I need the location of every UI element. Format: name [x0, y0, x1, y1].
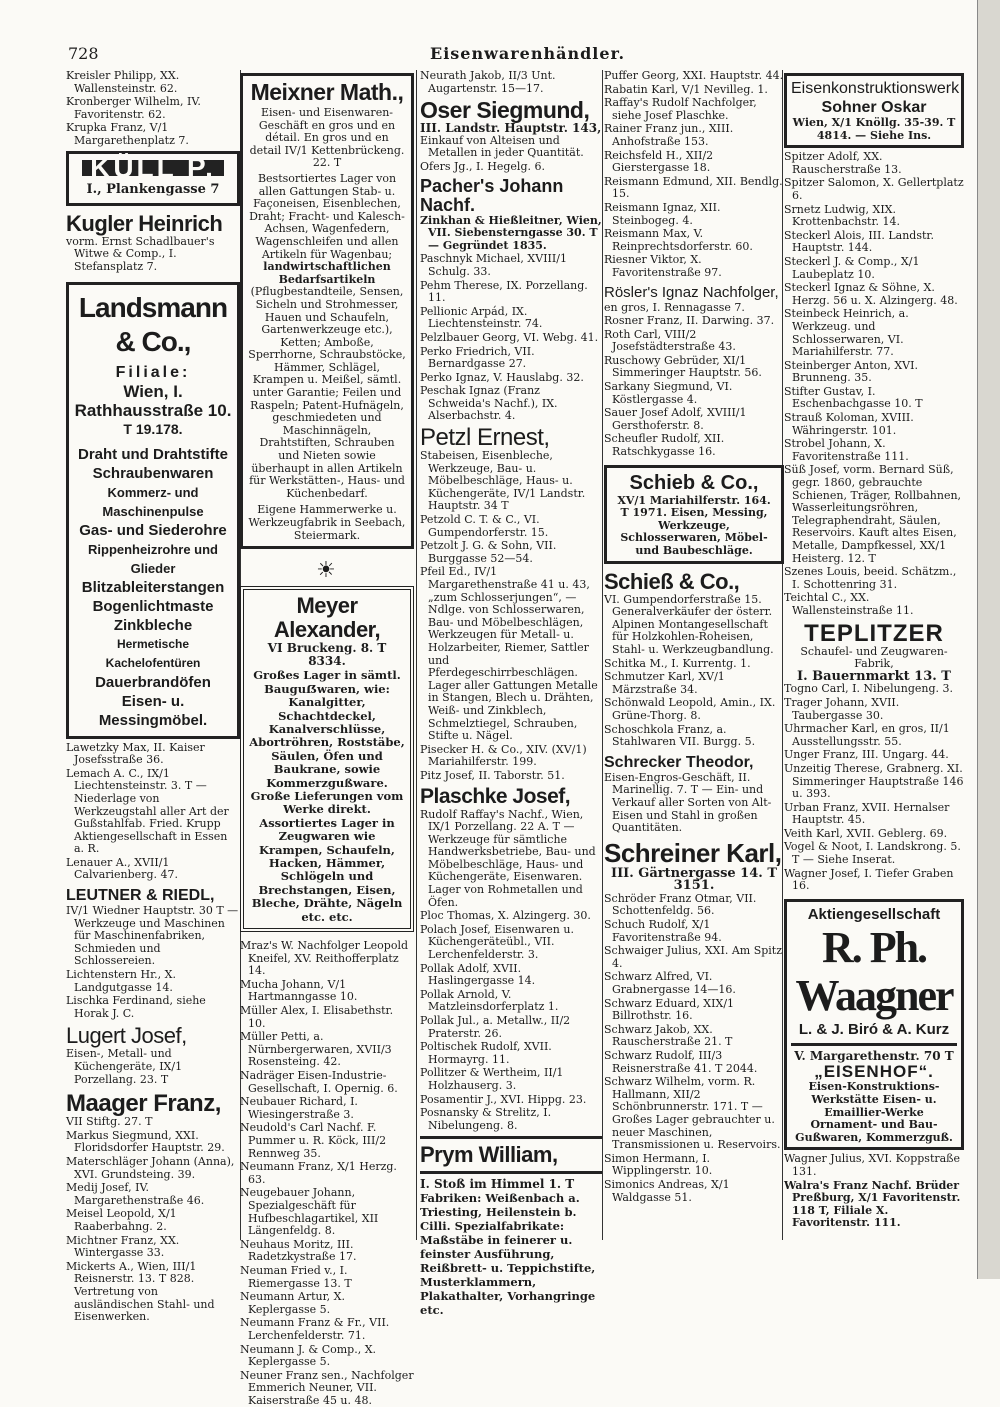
entry: Urban Franz, XVII. Hernalser Hauptstr. 45.: [784, 800, 950, 827]
column-3: [420, 69, 602, 1317]
entry: Pollitzer & Wertheim, II/1 Holzhauserg. 3.: [420, 1066, 564, 1092]
ad-waagner: [784, 899, 964, 1151]
entry: Nadräger Eisen-Industrie-Gesellschaft, I. Opernig. 6.: [240, 1069, 398, 1095]
entry: Pisecker H. & Co., XIV. (XV/1) Mariahilferstr. 199.: [420, 742, 587, 769]
entry: Neuman Fried v., I. Riemergasse 13. T: [240, 1263, 352, 1290]
column-rule: [602, 70, 603, 1240]
ad-schrecker-text: Eisen-Engros-Geschäft, II. Marinellig. 7. T — Ein- und Verkauf aller Sorten von Alt-Eisen und Stahl in großen Quantitäten.: [604, 770, 772, 835]
ad-oser-text: Einkauf von Alteisen und Metallen in jeder Quantität.: [420, 133, 584, 160]
entry: Schröder Franz Otmar, VII. Schottenfeldg. 56.: [604, 891, 757, 918]
entry: Schuch Rudolf, X/1 Favoritenstraße 94.: [604, 918, 722, 944]
ad-landsmann-line: Kommerz- und Maschinenpulse: [102, 484, 204, 519]
entry: Uhrmacher Karl, en gros, II/1 Ausstellungsstr. 55.: [784, 722, 950, 748]
ad-meixner-text: Bestsortiertes Lager von allen Gattungen Stab- u. Façoneisen, Eisenblechen,: [253, 171, 401, 211]
page-number: 728: [68, 44, 99, 63]
ad-waagner-name: R. Ph. Waagner: [795, 922, 953, 1020]
ad-waagner-heading: Aktiengesellschaft: [807, 905, 941, 923]
entry: Spitzer Salomon, X. Gellertplatz 6.: [784, 176, 964, 202]
ad-schieb: [604, 465, 784, 564]
ad-schieb-text: XV/1 Mariahilferstr. 164. T 1971. Eisen, Messing, Werkzeuge, Schlosserwaren, Möbel- und Baubeschläge.: [617, 493, 771, 557]
entry: Stifter Gustav, I. Eschenbachgasse 10. T: [784, 384, 923, 411]
ad-leutner-text: IV/1 Wiedner Hauptstr. 30 T — Werkzeuge und Maschinen für Maschinenfabriken, Schmieden und Schlossereien.: [66, 904, 239, 968]
entry: Ploc Thomas, X. Alzingerg. 30.: [420, 909, 591, 923]
entry: Neudold's Carl Nachf. F. Pummer u. R. Köck, III/2 Rennweg 35.: [240, 1121, 387, 1160]
ad-meixner-text: Draht; Fracht- und Kalesch-Achsen, Wagenfedern, Wagenschleifen und allen Artikeln für Wagenbau;: [249, 209, 405, 261]
entry: Simon Hermann, I. Wipplingerstr. 10.: [604, 1151, 713, 1178]
ad-landsmann-line: Bogenlichtmaste: [92, 597, 214, 615]
ad-landsmann-filiale: Filiale:: [115, 363, 191, 381]
page-title: Eisenwarenhändler.: [430, 44, 626, 63]
entry: Neumann Franz & Fr., VII. Lerchenfelderstr. 71.: [240, 1316, 390, 1342]
ad-roesler-name: Rösler's Ignaz Nachfolger,: [604, 283, 779, 301]
entry: Krupka Franz, V/1 Margarethenplatz 7.: [66, 121, 189, 147]
entry: Togno Carl, I. Nibelungeng. 3.: [784, 682, 953, 696]
entry: Puffer Georg, XXI. Hauptstr. 44.: [604, 69, 784, 82]
entry: Schwarz Wilhelm, vorm. R. Hallmann, XII/2 Schönbrunnerstr. 171. T — Großes Lager gebrauchter u. neuer Maschinen, Transmissionen u. Reservoirs.: [604, 1075, 781, 1152]
entry: Schoschkola Franz, a. Stahlwaren VII. Burgg. 5.: [604, 722, 756, 749]
entry: Schmutzer Karl, XV/1 Märzstraße 34.: [604, 670, 725, 696]
ad-teplitzer-text: Schaufel- und Zeugwaren-Fabrik,: [800, 644, 948, 671]
entry: Neumann J. & Comp., X. Keplergasse 5.: [240, 1342, 377, 1369]
entry: Riesner Viktor, X. Favoritenstraße 97.: [604, 253, 722, 279]
entry: Michtner Franz, XX. Wintergasse 33.: [66, 1233, 180, 1260]
ad-sohner: [784, 73, 964, 148]
entry: Steinbeck Heinrich, a. Werkzeug. und Schlosserwaren, VI. Mariahilferstr. 77.: [784, 307, 909, 359]
ad-plaschke-text: Rudolf Raffay's Nachf., Wien, IX/1 Porzellang. 22 A. T — Werkzeuge für sämtliche Handwerksbetriebe, Bau- und Möbelbeschläge, Haus- und Küchengeräte, Eisenwaren. Lager von Rohmetallen und Öfen.: [420, 807, 596, 909]
entry: Schwarz Alfred, VI. Grabnergasse 14—16.: [604, 970, 736, 997]
entry: Steinberger Anton, XVI. Brunneng. 35.: [784, 358, 918, 385]
page-edge: [977, 0, 1000, 1279]
entry: Mraz's W. Nachfolger Leopold Kneifel, XV. Reithofferplatz 14.: [240, 939, 409, 978]
ad-schieb-name: Schieb & Co.,: [629, 471, 759, 494]
ad-schreiner-address: III. Gärtnergasse 14. T 3151.: [610, 865, 777, 894]
column-2: [240, 70, 414, 1407]
entry: Perko Ignaz, V. Hauslabg. 32.: [420, 370, 584, 384]
entry: Wagner Josef, I. Tiefer Graben 16.: [784, 866, 954, 893]
ad-sohner-heading: Eisenkonstruktionswerk: [791, 80, 960, 97]
entry: Rainer Franz jun., XIII. Anhofstraße 153.: [604, 122, 734, 148]
entry: Lischka Ferdinand, siehe Horak J. C.: [66, 994, 206, 1020]
entry: Scheufler Rudolf, XII. Ratschkygasse 16.: [604, 432, 725, 459]
entry: Ofers Jg., I. Hegelg. 6.: [420, 159, 545, 173]
ad-prym-text: Fabriken: Weißenbach a. Triesting, Heilenstein b. Cilli. Spezialfabrikate: Maßstäbe in feinerer u. feinster Ausführung, Reißbrett- u. Teppichstifte, Musterklammern, Plakathalter, Vorhangringe etc.: [420, 1190, 596, 1317]
entry: Petzolt J. G. & Sohn, VII. Burggasse 52—54.: [420, 539, 557, 565]
entry: Poltischek Rudolf, XVII. Hormayrg. 11.: [420, 1040, 552, 1066]
entry: Schwarz Rudolf, III/3 Reisnerstraße 41. T 2044.: [604, 1049, 758, 1075]
entry: Posnansky & Strelitz, I. Nibelungeng. 8.: [420, 1106, 552, 1132]
ad-kugler-text: vorm. Ernst Schadlbauer's Witwe & Comp., I. Stefansplatz 7.: [66, 234, 215, 273]
ad-kugler-name: Kugler Heinrich: [66, 210, 223, 236]
entry: Süß Josef, vorm. Bernard Süß, gegr. 1860, gebrauchte Schienen, Träger, Rollbahnen, Wasserleitungsröhren, Telegraphendraht, Säulen, Reservoirs. Kauft altes Eisen, Metalle, Dampfkessel, XX/1 Heisterg. 12. T: [784, 463, 962, 565]
ad-landsmann-line: Draht und Drahtstifte: [78, 445, 228, 463]
ad-waagner-partners: L. & J. Biró & A. Kurz: [798, 1020, 950, 1038]
entry: Reismann Ignaz, XII. Steinbogeg. 4.: [604, 200, 721, 227]
entry: Neuner Franz sen., Nachfolger Emmerich Neuner, VII. Kaiserstraße 45 u. 48.: [240, 1368, 414, 1407]
entry: Trager Johann, XVII. Taubergasse 30.: [784, 695, 900, 722]
entry: Reichsfeld H., XII/2 Gierstergasse 18.: [604, 148, 714, 175]
entry: Pellionic Arpád, IX. Liechtensteinstr. 74.: [420, 304, 543, 331]
entry: Spitzer Adolf, XX. Rauscherstraße 13.: [784, 150, 902, 176]
entry: Teichtal C., XX. Wallensteinstraße 11.: [784, 591, 914, 617]
ad-sohner-name: Sohner Oskar: [821, 99, 927, 116]
entry: Mucha Johann, V/1 Hartmanngasse 10.: [240, 977, 358, 1004]
ad-landsmann-line: Dauerbrandöfen: [95, 673, 211, 691]
entry: Pollak Adolf, XVII. Haslingergasse 14.: [420, 961, 536, 988]
ad-meixner-text: landwirtschaftlichen Bedarfsartikeln: [263, 260, 391, 286]
entry: Lemach A. C., IX/1 Liechtensteinstr. 3. T — Niederlage von Werkzeugstahl aller Art der Gußstahlfab. Fried. Krupp Aktiengesellschaft in Essen a. R.: [66, 766, 229, 856]
entry: Lenauer A., XVII/1 Calvarienberg. 47.: [66, 855, 178, 882]
ad-kull-name: KÜLL P.: [82, 160, 224, 177]
entry: Schitka M., I. Kurrentg. 1.: [604, 656, 751, 670]
entry: Lawetzky Max, II. Kaiser Josefsstraße 36.: [66, 740, 205, 767]
ad-schrecker-name: Schrecker Theodor,: [604, 753, 754, 771]
ad-meixner-name: Meixner Math.,: [250, 79, 404, 105]
entry: Pelzlbauer Georg, VI. Webg. 41.: [420, 330, 599, 344]
ad-plaschke-name: Plaschke Josef,: [420, 784, 571, 808]
entry: Walra's Franz Nachf. Brüder Preßburg, X/1 Favoritenstr. 118 T, Filiale X. Favoritenstr. 111.: [784, 1178, 961, 1230]
entry: Paschnyk Michael, XVIII/1 Schulg. 33.: [420, 252, 567, 278]
ad-pacher-text: Zinkhan & Hießleitner, Wien, VII. Siebensterngasse 30. T — Gegründet 1835.: [420, 213, 602, 252]
entry: Raffay's Rudolf Nachfolger, siehe Josef Plaschke.: [604, 96, 757, 122]
ad-oser-address: III. Landstr. Hauptstr. 143,: [420, 121, 602, 136]
ad-prym-name: Prym William,: [420, 1142, 558, 1168]
entry: Strauß Koloman, XVIII. Währingerstr. 101.: [784, 411, 914, 437]
entry: Kreisler Philipp, XX. Wallensteinstr. 62.: [66, 69, 180, 95]
entry: Posamentir J., XVI. Hippg. 23.: [420, 1092, 587, 1106]
entry: Pollak Jul., a. Metallw., II/2 Praterstr. 26.: [420, 1014, 571, 1040]
entry: Materschläger Johann (Anna), XVI. Grundsteing. 39.: [66, 1154, 235, 1181]
entry: Vogel & Noot, I. Landskrong. 5. T — Siehe Inserat.: [784, 840, 961, 867]
column-1: [66, 69, 240, 1324]
ad-kull: [66, 151, 240, 206]
ad-kull-address: I., Plankengasse 7: [86, 182, 220, 198]
column-5: [784, 70, 964, 1240]
entry: Veith Karl, XVII. Geblerg. 69.: [784, 826, 948, 840]
entry: Pitz Josef, II. Taborstr. 51.: [420, 768, 565, 782]
ad-meixner-text: Eisen- und Eisenwaren-Geschäft en gros und en détail. En gros und en detail IV/1 Kettenbrückeng. 22. T: [249, 106, 405, 170]
ad-landsmann: [66, 282, 240, 739]
entry: Schwaiger Julius, XXI. Am Spitz 4.: [604, 944, 783, 970]
ad-schreiner-name: Schreiner Karl,: [604, 837, 782, 868]
ad-schiess-name: Schieß & Co.,: [604, 568, 740, 594]
entry: Neumann Franz, X/1 Herzg. 63.: [240, 1160, 397, 1186]
entry: Pollak Arnold, V. Matzleinsdorferplatz 1.: [420, 987, 559, 1014]
entry: Markus Siegmund, XXI. Floridsdorfer Hauptstr. 29.: [66, 1128, 225, 1155]
ad-petzl-name: Petzl Ernest,: [420, 424, 550, 452]
ad-meyer-text: Großes Lager in sämtl. Bauguẞwaren, wie: Kanalgitter, Schachtdeckel, Kanalverschlüsse, Abortröhren, Roststäbe, Säulen, Öfen und Baukrane, sowie Kommerzgußware. Große Lieferungen vom Werke direkt. Assortiertes Lager in Zeugwaren wie Krampen, Schaufeln, Hacken, Hämmer, Schlögeln und Brechstangen, Eisen, Bleche, Drähte, Nägeln etc. etc.: [249, 668, 405, 924]
entry: Reismann Max, V. Reinprechtsdorferstr. 60.: [604, 227, 753, 253]
entry: Medij Josef, IV. Margarethenstraße 46.: [66, 1181, 205, 1207]
ad-landsmann-line: Rippenheizrohre und Glieder: [88, 541, 218, 576]
ad-landsmann-phone: T 19.178.: [123, 420, 183, 437]
entry: Srnetz Ludwig, XIX. Krottenbachstr. 14.: [784, 202, 900, 229]
ad-meixner: [240, 73, 414, 549]
entry: Neurath Jakob, II/3 Unt. Augartenstr. 15—17.: [420, 69, 556, 95]
ad-landsmann-line: Eisen- u. Messingmöbel.: [98, 692, 208, 729]
ad-leutner-name: LEUTNER & RIEDL,: [66, 887, 215, 905]
entry: Steckerl Alois, III. Landstr. Hauptstr. 144.: [784, 228, 934, 255]
ad-pacher-name: Pacher's Johann Nachf.: [420, 175, 564, 215]
entry: Simonics Andreas, X/1 Waldgasse 51.: [604, 1177, 730, 1204]
entry: Petzold C. T. & C., VI. Gumpendorferstr. 15.: [420, 513, 549, 539]
ad-meyer: [240, 586, 414, 932]
column-4: [604, 70, 784, 1240]
ad-schiess-text: VI. Gumpendorferstraße 15. Generalverkäufer der österr. Alpinen Montangesellschaft für Holzkohlen-Roheisen, Stahl- u. Werkzeugbandlung.: [604, 592, 774, 656]
entry: Rosner Franz, II. Darwing. 37.: [604, 314, 775, 328]
ad-waagner-eisenhof: „EISENHOF“.: [814, 1062, 934, 1082]
entry: Meisel Leopold, X/1 Raaberbahng. 2.: [66, 1207, 177, 1233]
entry: Ruschowy Gebrüder, XI/1 Simmeringer Hauptstr. 56.: [604, 353, 762, 380]
entry: Reismann Edmund, XII. Bendlg. 15.: [604, 174, 783, 201]
entry: Müller Petti, a. Nürnbergerwaren, XVII/3 Rosensteing. 42.: [240, 1030, 392, 1069]
entry: Rabatin Karl, V/1 Nevilleg. 1.: [604, 82, 768, 96]
entry: Schwarz Eduard, XIX/1 Billrothstr. 16.: [604, 996, 735, 1023]
ad-prym-address: I. Stoß im Himmel 1. T: [420, 1177, 575, 1192]
entry: Peschak Ignaz (Franz Schweida's Nachf.), IX. Alserbachstr. 4.: [420, 384, 558, 423]
entry: Schönwald Leopold, Amin., IX. Grüne-Thorg. 8.: [604, 696, 776, 722]
entry: Neugebauer Johann, Spezialgeschäft für Hufbeschlagartikel, XII Längenfeldg. 8.: [240, 1186, 379, 1238]
entry: Unzeitig Therese, Grabnerg. XI. Simmeringer Hauptstraße 146 u. 393.: [784, 761, 964, 801]
ad-sohner-text: Wien, X/1 Knöllg. 35-39. T 4814. — Siehe Ins.: [792, 116, 956, 142]
ad-landsmann-line: Gas- und Siederohre: [79, 521, 227, 539]
entry: Neuhaus Moritz, III. Radetzkystraße 17.: [240, 1237, 357, 1264]
entry: Roth Carl, VIII/2 Josefstädterstraße 43.: [604, 327, 736, 354]
divider: [420, 1136, 602, 1139]
entry: Polach Josef, Eisenwaren u. Küchengeräteübl., VII. Lerchenfelderstr. 3.: [420, 922, 574, 962]
sunburst-ornament-icon: ☀: [316, 558, 338, 584]
entry: Pehm Therese, IX. Porzellang. 11.: [420, 278, 588, 305]
entry: Steckerl J. & Comp., X/1 Laubeplatz 10.: [784, 254, 920, 281]
divider: [420, 1171, 602, 1174]
ad-landsmann-line: Schraubenwaren: [92, 464, 214, 482]
entry: Unger Franz, III. Ungarg. 44.: [784, 748, 949, 762]
ad-petzl-text: Stabeisen, Eisenbleche, Werkzeuge, Bau- u. Möbelbeschläge, Haus- u. Küchengeräte, IV/1 Landstr. Hauptstr. 34 T: [420, 449, 586, 513]
ad-lugert-name: Lugert Josef,: [66, 1023, 187, 1049]
entry: Schwarz Jakob, XX. Rauscherstraße 21. T: [604, 1022, 733, 1049]
ad-meixner-text: (Pflugbestandteile, Sensen, Sicheln und Strohmesser, Hauen und Schaufeln, Gartenwerkzeuge etc.), Ketten; Amboße, Sperrhorne, Schraubstöcke, Hämmer, Schlägel, Krampen u. Meißel, sämtl. unter Garantie; Feilen und Raspeln; Patent-Hufnägeln, geschmiedeten und Maschinnägeln, Drahtstiften, Schrauben und Nieten sowie überhaupt in allen Artikeln für Werkstätten-, Haus- und Küchenbedarf.: [248, 285, 406, 500]
entry: Strobel Johann, X. Favoritenstraße 111.: [784, 437, 909, 463]
ad-roesler-text: en gros, I. Rennagasse 7.: [604, 300, 745, 314]
ad-meyer-address: VI Bruckeng. 8. T 8334.: [267, 641, 387, 668]
ad-teplitzer-name: TEPLITZER: [804, 619, 944, 647]
ad-waagner-text: Eisen-Konstruktions-Werkstätte Eisen- u. Emaillier-Werke Ornament- und Bau-Gußwaren, Kommerzguß.: [795, 1080, 953, 1144]
entry: Kronberger Wilhelm, IV. Favoritenstr. 62.: [66, 95, 201, 121]
ad-oser-name: Oser Siegmund,: [420, 97, 590, 124]
ad-landsmann-line: Hermetische Kachelofentüren: [105, 636, 201, 670]
entry: Steckerl Ignaz & Söhne, X. Herzg. 56 u. X. Alzingerg. 48.: [784, 281, 958, 307]
ad-teplitzer-address: I. Bauernmarkt 13. T: [797, 668, 951, 684]
ad-maager-text: VII Stiftg. 27. T: [66, 1115, 153, 1129]
ad-landsmann-name: Landsmann & Co.,: [78, 291, 228, 357]
ad-lugert-text: Eisen-, Metall- und Küchengeräte, IX/1 Porzellang. 23. T: [66, 1047, 183, 1086]
ad-maager-name: Maager Franz,: [66, 1090, 221, 1118]
column-rule: [416, 70, 417, 1240]
ad-waagner-address: V. Margarethenstr. 70 T: [794, 1048, 954, 1063]
entry: Neumann Artur, X. Keplergasse 5.: [240, 1290, 345, 1316]
ad-landsmann-line: Blitzableiterstangen: [81, 578, 225, 596]
entry: Sauer Josef Adolf, XVIII/1 Gersthoferstr. 8.: [604, 406, 747, 432]
ad-meyer-name: Meyer Alexander,: [273, 593, 381, 643]
ad-landsmann-line: Zinkbleche: [113, 616, 193, 634]
divider: [791, 1043, 957, 1046]
entry: Müller Alex, I. Elisabethstr. 10.: [240, 1004, 394, 1030]
entry: Mickerts A., Wien, III/1 Reisnerstr. 13. T 828. Vertretung von ausländischen Stahl- und Eisenwerken.: [66, 1259, 215, 1324]
entry: Lichtenstern Hr., X. Landgutgasse 14.: [66, 968, 176, 994]
ad-landsmann-address: Wien, I. Rathhausstraße 10.: [74, 381, 232, 420]
entry: Pfeil Ed., IV/1 Margarethenstraße 41 u. 43, „zum Schlosserjungen“, —Ndlge. von Schlosserwaren, Bau- und Möbelbeschlägen, Werkzeugen für Metall- u. Holzarbeiter, Riemer, Sattler und Pferdegeschirrbeschlägen. Lager aller Gattungen Metalle in Stangen, Blech u. Drähten, Weiß- und Zinkblech, Schmelztiegel, Schrauben, Stifte u. Nägel.: [420, 565, 598, 743]
entry: Sarkany Siegmund, VI. Köstlergasse 4.: [604, 380, 733, 406]
entry: Wagner Julius, XVI. Koppstraße 131.: [784, 1152, 961, 1178]
entry: Neubauer Richard, I. Wiesingerstraße 3.: [240, 1095, 358, 1121]
entry: Szenes Louis, beeid. Schätzm., I. Schottenring 31.: [784, 565, 957, 591]
ad-meixner-text: Eigene Hammerwerke u. Werkzeugfabrik in Seebach, Steiermark.: [248, 503, 406, 542]
page-header: [68, 44, 968, 66]
entry: Perko Friedrich, VII. Bernardgasse 27.: [420, 344, 535, 371]
